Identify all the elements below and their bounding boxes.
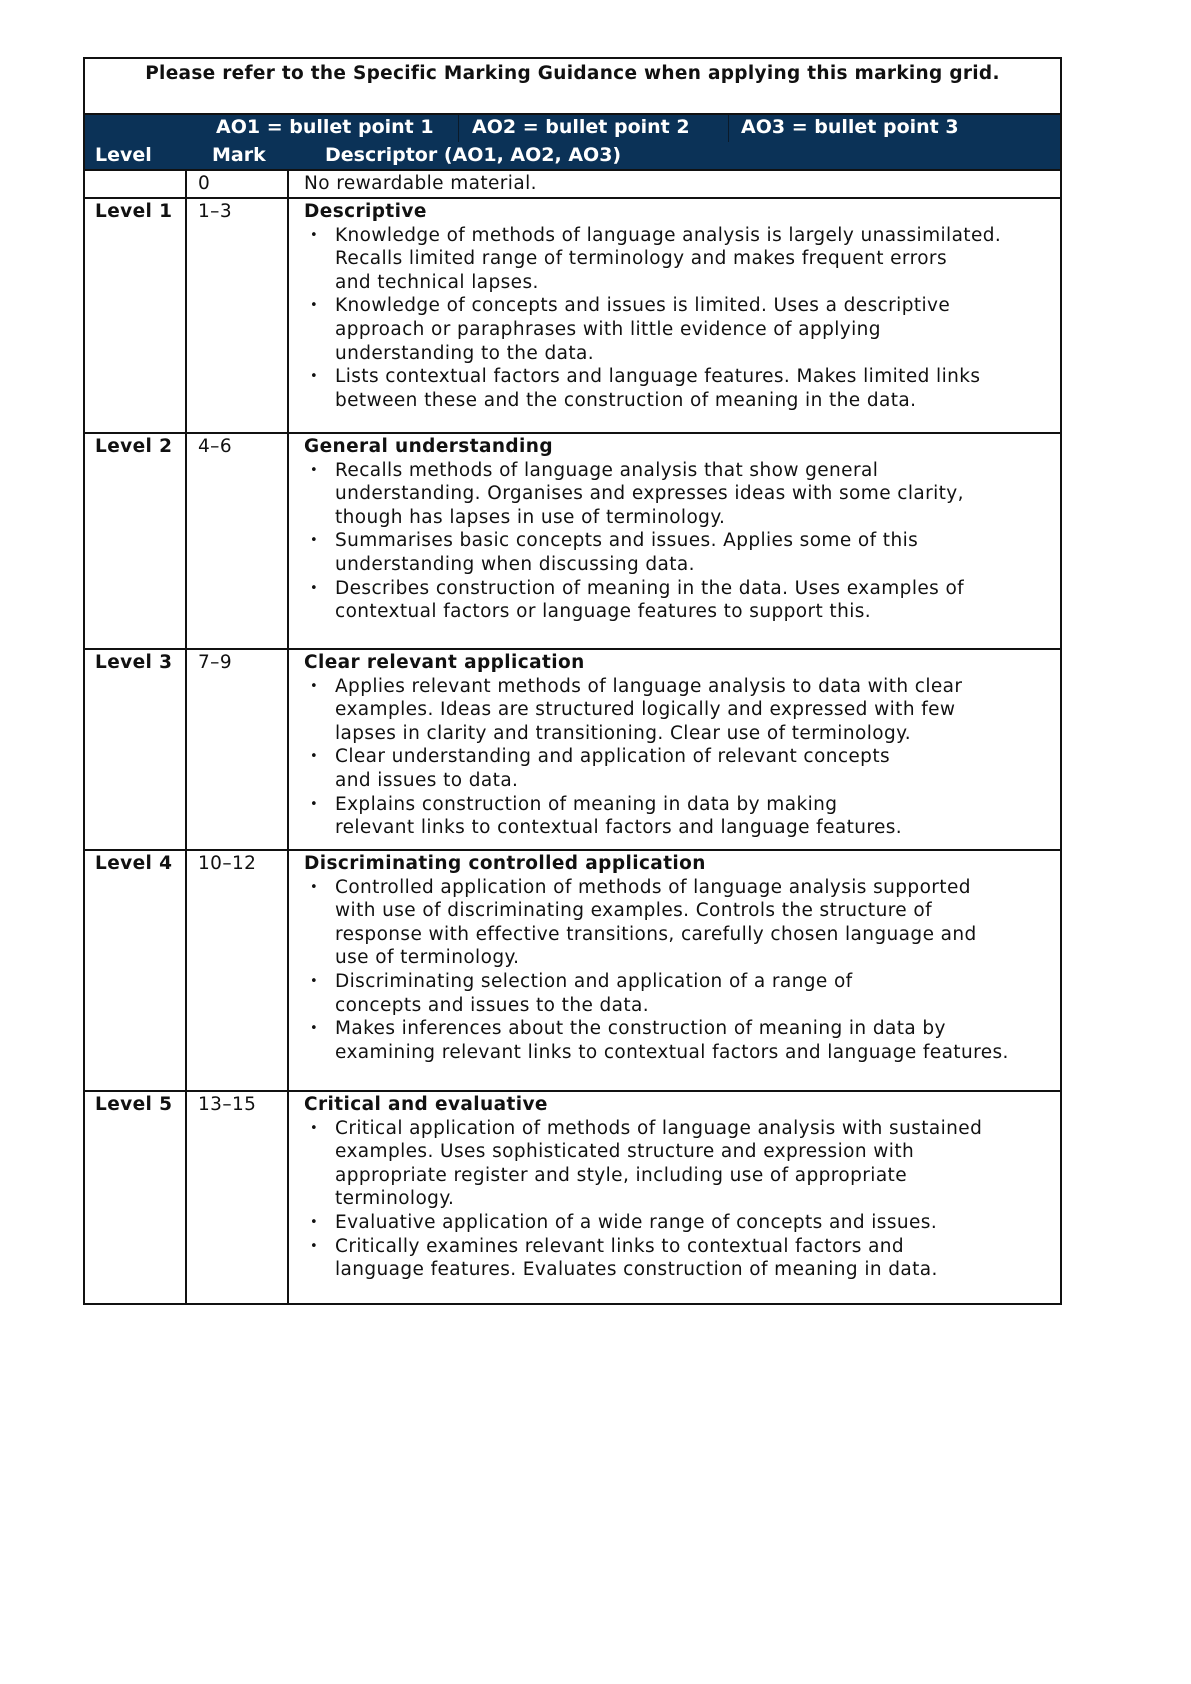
descriptor-bullet: [304, 1117, 1060, 1211]
descriptor-bullet: [304, 745, 1060, 792]
descriptor-bullet: [304, 675, 1060, 746]
descriptor-bullet: [304, 1017, 1060, 1064]
bullet-line: relevant links to contextual factors and language features.: [335, 817, 903, 839]
descriptor-heading: General understanding: [304, 436, 553, 457]
descriptor-bullet: [304, 793, 1060, 840]
descriptor-cell: [304, 851, 1060, 1064]
bullet-line: approach or paraphrases with little evidence of applying: [335, 318, 881, 340]
bullet-line: • Critically examines relevant links to contextual factors and: [335, 1235, 905, 1257]
ao3-label: AO3 = bullet point 3: [741, 116, 959, 138]
bullet-line: lapses in clarity and transitioning. Clear use of terminology.: [335, 722, 912, 744]
bullet-line: response with effective transitions, carefully chosen language and: [335, 923, 977, 945]
table-row-zero: [85, 169, 1060, 197]
level-cell: Level 2: [95, 436, 173, 457]
bullet-line: • Lists contextual factors and language features. Makes limited links: [335, 366, 981, 388]
descriptor-bullet: [304, 459, 1060, 530]
descriptor-header: Descriptor (AO1, AO2, AO3): [325, 144, 622, 166]
descriptor-bullet: [304, 365, 1060, 412]
descriptor-cell: [304, 650, 1060, 840]
bullet-line: • Clear understanding and application of relevant concepts: [335, 746, 891, 768]
table-row-level-5: [85, 1090, 1060, 1303]
bullet-line: • Summarises basic concepts and issues. Applies some of this: [335, 530, 919, 552]
descriptor-heading: Clear relevant application: [304, 652, 585, 673]
bullet-line: language features. Evaluates construction of meaning in data.: [335, 1259, 938, 1281]
bullet-line: examples. Uses sophisticated structure and expression with: [335, 1141, 915, 1163]
divider: [728, 115, 729, 142]
descriptor-bullet: [304, 876, 1060, 970]
bullet-line: contextual factors or language features to support this.: [335, 601, 872, 623]
bullet-line: understanding when discussing data.: [335, 553, 695, 575]
bullet-line: • Describes construction of meaning in the data. Uses examples of: [335, 577, 965, 599]
mark-cell: 7–9: [198, 652, 232, 673]
bullet-line: • Applies relevant methods of language analysis to data with clear: [335, 675, 963, 697]
bullet-line: understanding. Organises and expresses ideas with some clarity,: [335, 483, 964, 505]
descriptor-heading: Critical and evaluative: [304, 1094, 548, 1115]
bullet-line: • Explains construction of meaning in data by making: [335, 793, 838, 815]
bullet-line: between these and the construction of meaning in the data.: [335, 389, 917, 411]
descriptor-cell: [304, 199, 1060, 412]
descriptor-heading: Descriptive: [304, 201, 427, 222]
bullet-line: understanding to the data.: [335, 342, 595, 364]
column-header-row: [85, 142, 1060, 169]
bullet-line: • Makes inferences about the construction of meaning in data by: [335, 1018, 946, 1040]
bullet-line: concepts and issues to the data.: [335, 994, 650, 1016]
table-row-level-2: [85, 432, 1060, 648]
descriptor-bullet: [304, 224, 1060, 295]
bullet-line: terminology.: [335, 1188, 455, 1210]
bullet-line: • Discriminating selection and application of a range of: [335, 970, 853, 992]
bullet-line: Recalls limited range of terminology and makes frequent errors: [335, 248, 947, 270]
descriptor-bullet: [304, 1235, 1060, 1282]
bullet-line: • Controlled application of methods of language analysis supported: [335, 876, 971, 898]
divider: [458, 115, 459, 142]
ao-row: [85, 113, 1060, 142]
bullet-line: appropriate register and style, including use of appropriate: [335, 1164, 907, 1186]
ao1-label: AO1 = bullet point 1: [216, 116, 434, 138]
mark-cell: 1–3: [198, 201, 232, 222]
level-header: Level: [95, 144, 152, 166]
bullet-line: examples. Ideas are structured logically and expressed with few: [335, 699, 956, 721]
bullet-line: with use of discriminating examples. Controls the structure of: [335, 900, 932, 922]
descriptor-cell: [304, 1092, 1060, 1282]
bullet-line: • Knowledge of methods of language analysis is largely unassimilated.: [335, 224, 1002, 246]
bullet-line: • Critical application of methods of language analysis with sustained: [335, 1117, 983, 1139]
level-cell: Level 3: [95, 652, 173, 673]
table-row-level-4: [85, 849, 1060, 1090]
descriptor-cell: No rewardable material.: [304, 173, 537, 194]
marking-grid-table: [83, 57, 1062, 1305]
bullet-line: use of terminology.: [335, 947, 520, 969]
guidance-note: Please refer to the Specific Marking Guidance when applying this marking grid.: [145, 63, 1000, 84]
descriptor-bullet: [304, 970, 1060, 1017]
mark-cell: 10–12: [198, 853, 257, 874]
descriptor-bullet: [304, 577, 1060, 624]
descriptor-bullet: [304, 529, 1060, 576]
bullet-line: • Evaluative application of a wide range of concepts and issues.: [335, 1211, 938, 1233]
table-row-level-1: [85, 197, 1060, 432]
descriptor-heading: Discriminating controlled application: [304, 853, 706, 874]
level-cell: Level 4: [95, 853, 173, 874]
level-cell: Level 1: [95, 201, 173, 222]
mark-cell: 0: [198, 173, 211, 194]
level-cell: Level 5: [95, 1094, 173, 1115]
mark-cell: 13–15: [198, 1094, 257, 1115]
bullet-line: and technical lapses.: [335, 271, 539, 293]
bullet-line: and issues to data.: [335, 769, 519, 791]
mark-header: Mark: [212, 144, 266, 166]
descriptor-cell: [304, 434, 1060, 624]
mark-cell: 4–6: [198, 436, 232, 457]
bullet-line: • Knowledge of concepts and issues is limited. Uses a descriptive: [335, 295, 951, 317]
bullet-line: though has lapses in use of terminology.: [335, 506, 726, 528]
descriptor-bullet: [304, 294, 1060, 365]
bullet-line: examining relevant links to contextual factors and language features.: [335, 1041, 1009, 1063]
descriptor-bullet: [304, 1211, 1060, 1235]
bullet-line: • Recalls methods of language analysis that show general: [335, 459, 879, 481]
table-row-level-3: [85, 648, 1060, 849]
ao2-label: AO2 = bullet point 2: [472, 116, 690, 138]
